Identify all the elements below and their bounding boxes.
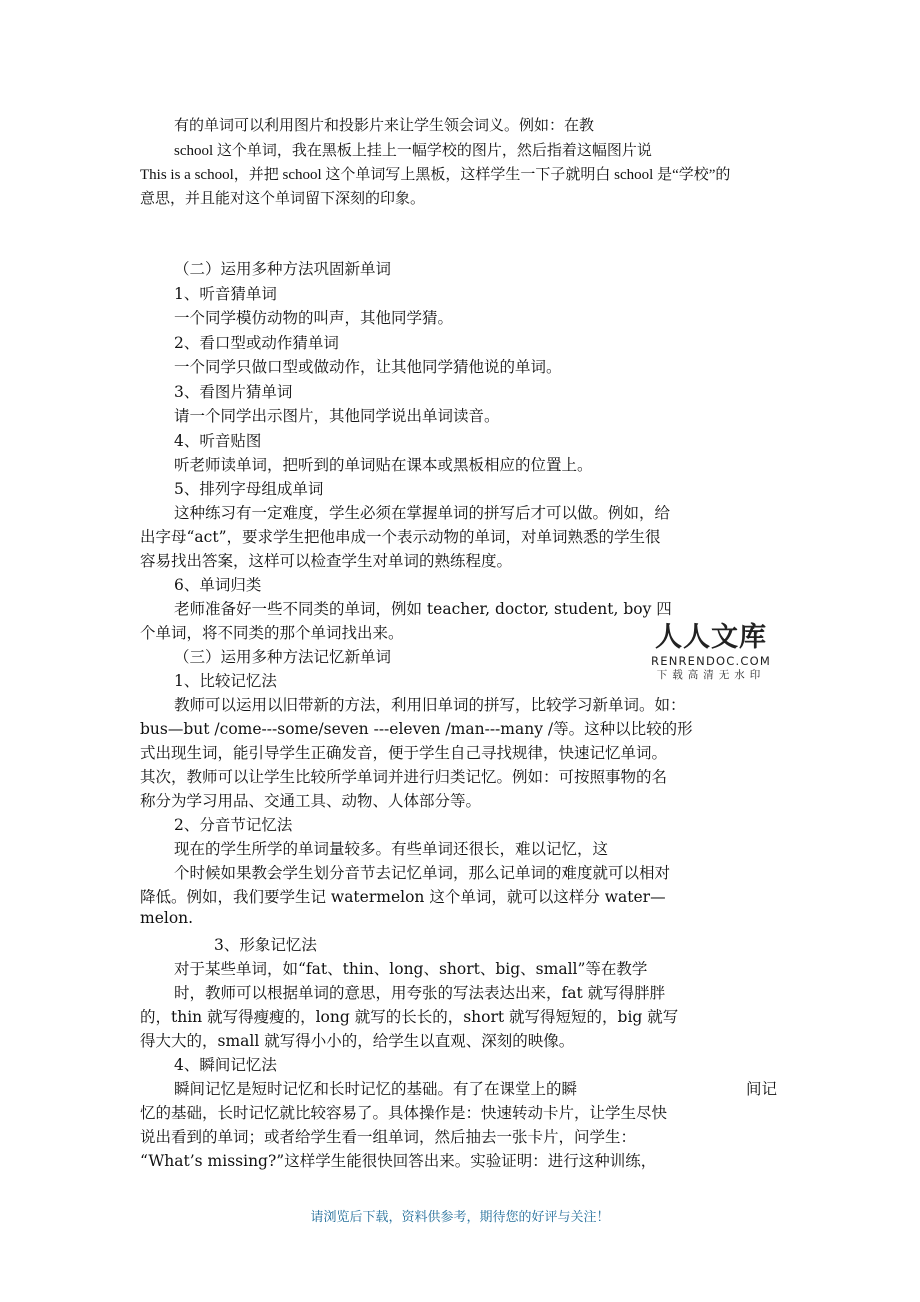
section3-text: 式出现生词，能引导学生正确发音，便于学生自己寻找规律，快速记忆单词。: [140, 744, 668, 762]
section3-text: 得大大的，small 就写得小小的，给学生以直观、深刻的映像。: [140, 1032, 575, 1050]
section3-item-title: 2、分音节记忆法: [174, 816, 293, 834]
section3-text: 说出看到的单词；或者给学生看一组单词，然后抽去一张卡片，问学生：: [140, 1128, 637, 1146]
section2-text: 个单词，将不同类的那个单词找出来。: [140, 624, 404, 642]
watermark-title: 人人文库: [655, 622, 767, 653]
section3-text: 忆的基础，长时记忆就比较容易了。具体操作是：快速转动卡片，让学生尽快: [140, 1104, 668, 1122]
section3-text: melon.: [140, 909, 194, 927]
section3-item-title: 3、形象记忆法: [214, 936, 317, 954]
section2-text: 这种练习有一定难度，学生必须在掌握单词的拼写后才可以做。例如，给: [174, 504, 671, 522]
section3-text: 时，教师可以根据单词的意思，用夸张的写法表达出来，fat 就写得胖胖: [174, 984, 666, 1002]
section3-text: 个时候如果教会学生划分音节去记忆单词，那么记单词的难度就可以相对: [174, 864, 671, 882]
section3-heading: （三）运用多种方法记忆新单词: [174, 648, 392, 666]
section3-item-title: 1、比较记忆法: [174, 672, 277, 690]
footer-note: 请浏览后下载，资料供参考，期待您的好评与关注！: [310, 1209, 610, 1224]
section2-heading: （二）运用多种方法巩固新单词: [174, 260, 392, 278]
section3-text: 称分为学习用品、交通工具、动物、人体部分等。: [140, 792, 482, 810]
intro-line-1: 有的单词可以利用图片和投影片来让学生领会词义。例如：在教: [174, 118, 595, 134]
section3-text: 教师可以运用以旧带新的方法，利用旧单词的拼写，比较学习新单词。如：: [174, 696, 686, 714]
watermark-logo: [648, 622, 774, 682]
section3-text: 其次，教师可以让学生比较所学单词并进行归类记忆。例如：可按照事物的名: [140, 768, 668, 786]
section2-item-title: 6、单词归类: [174, 576, 262, 594]
section3-text: 对于某些单词，如“fat、thin、long、short、big、small”等在教学: [174, 960, 648, 978]
section3-text: 瞬间记忆是短时记忆和长时记忆的基础。有了在课堂上的瞬: [174, 1080, 578, 1098]
section2-text: 听老师读单词，把听到的单词贴在课本或黑板相应的位置上。: [174, 456, 593, 474]
section2-item-title: 4、听音贴图: [174, 432, 262, 450]
section2-text: 容易找出答案，这样可以检查学生对单词的熟练程度。: [140, 552, 513, 570]
section2-item-title: 1、听音猜单词: [174, 285, 277, 303]
section3-text: “What’s missing?”这样学生能很快回答出来。实验证明：进行这种训练，: [140, 1152, 657, 1170]
section3-item-title: 4、瞬间记忆法: [174, 1056, 277, 1074]
section2-text: 出字母“act”，要求学生把他串成一个表示动物的单词，对单词熟悉的学生很: [140, 528, 661, 546]
intro-line-2: school 这个单词，我在黑板上挂上一幅学校的图片，然后指着这幅图片说: [174, 143, 652, 159]
intro-line-4: 意思，并且能对这个单词留下深刻的印象。: [140, 191, 426, 207]
section3-text: 间记: [746, 1080, 778, 1098]
watermark-subtitle: 下载高清无水印: [656, 669, 766, 681]
section2-item-title: 3、看图片猜单词: [174, 383, 293, 401]
section3-text: 降低。例如，我们要学生记 watermelon 这个单词，就可以这样分 water—: [140, 888, 666, 906]
watermark-url: RENRENDOC.COM: [651, 654, 771, 668]
section3-text: bus—but /come---some/seven ---eleven /man---many /等。这种以比较的形: [140, 720, 693, 738]
section2-text: 请一个同学出示图片，其他同学说出单词读音。: [174, 407, 500, 425]
section2-item-title: 2、看口型或动作猜单词: [174, 334, 339, 352]
section2-text: 一个同学只做口型或做动作，让其他同学猜他说的单词。: [174, 358, 562, 376]
section2-item-title: 5、排列字母组成单词: [174, 480, 324, 498]
section2-text: 一个同学模仿动物的叫声，其他同学猜。: [174, 309, 454, 327]
intro-line-3: This is a school，并把 school 这个单词写上黑板，这样学生一下子就明白 school 是“学校”的: [140, 167, 731, 183]
section2-text: 老师准备好一些不同类的单词，例如 teacher, doctor, student, boy 四: [174, 600, 672, 618]
section3-text: 的，thin 就写得瘦瘦的，long 就写的长长的，short 就写得短短的，big 就写: [140, 1008, 679, 1026]
section3-text: 现在的学生所学的单词量较多。有些单词还很长，难以记忆，这: [174, 840, 609, 858]
